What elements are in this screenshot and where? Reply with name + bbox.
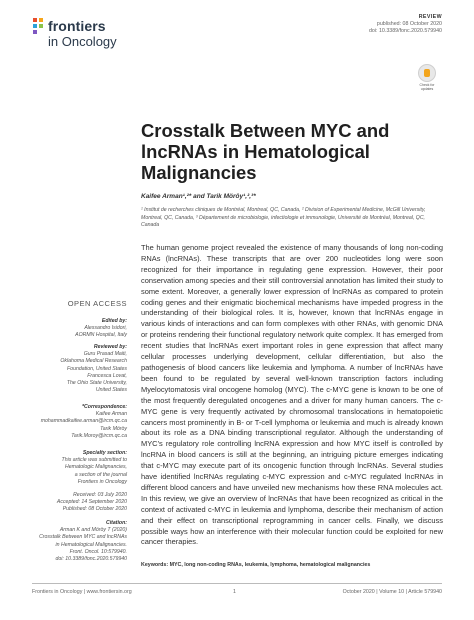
reviewer-line: Oklahoma Medical Research — [60, 358, 127, 365]
editor-line: Alessandro Isidori, — [84, 325, 127, 332]
specialty-label: Specialty section: — [82, 450, 127, 456]
article-meta — [369, 14, 442, 35]
keywords — [141, 562, 443, 568]
citation-line: Front. Oncol. 10:579940. — [69, 548, 127, 555]
specialty-line: a section of the journal — [74, 471, 127, 478]
abstract: The human genome project revealed the existence of many thousands of long non-coding RNAs (lncRNAs). These transcripts that are over 200 nucleotides long were soon recognized for their importance in regulating gene expression. However, their poor conservation among species and their still controversial annotation has limited their study to some extent. Moreover, a generally lower expression of lncRNAs as compared to protein coding genes and their enigmatic biochemical mechanisms have impeded progress in the understanding of their biological roles. It is, however, known that lncRNAs engage in various kinds of interactions and can form complexes with other RNAs, with genomic DNA or proteins rendering their functional regulatory network quite complex. It has emerged from recent studies that lncRNAs exert important roles in gene expression that affect many cellular processes underlying development, cellular differentiation, but also the pathogenesis of blood cancers like leukemia and lymphoma. A number of lncRNAs have been found to be regulated by several well-known transcription factors including Myelocytomatosis viral oncogene homolog (MYC). The c-MYC gene is known to be one of the most frequently deregulated oncogenes and a driver for many human cancers. The c-MYC gene is very frequently activated by chromosomal translocations in hematopoietic cancers most prominently in B- or T-cell lymphoma or leukemia and much is already known about its role as a DNA binding transcriptional regulator. Although the understanding of MYC’s regulatory role controlling lncRNA expression and how MYC itself is controlled by lncRNA in blood cancers is still at the beginning, an intriguing picture emerges indicating that c-MYC may execute part of its oncogenic function through lncRNAs. Several studies have identified lncRNAs regulating c-MYC expression and c-MYC regulated lncRNAs in different blood cancers and have unveiled new mechanisms how these RNA molecules act. In this review, we give an overview of lncRNAs that have been recognized as critical in the context of activated c-MYC in leukemia and lymphoma, describe their mechanism of action and their effect on transcriptional reprogramming in cancer cells. Finally, we discuss possible ways how an interference with their molecular function could be exploited for new cancer therapies. — [141, 243, 443, 547]
article-type: REVIEW — [418, 14, 442, 20]
specialty-line: This article was submitted to — [61, 457, 127, 464]
specialty-line: Hematologic Malignancies, — [65, 464, 127, 471]
specialty-section — [10, 450, 127, 486]
footer-issue: October 2020 | Volume 10 | Article 579940 — [342, 589, 442, 595]
correspondence-email[interactable]: Tarik.Moroy@ircm.qc.ca — [71, 432, 127, 439]
citation-line: Arman K and Möröy T (2020) — [59, 527, 127, 534]
correspondence-name: Tarik Möröy — [100, 425, 127, 432]
check-for-updates-badge[interactable] — [418, 64, 436, 91]
edited-by-label: Edited by: — [101, 318, 127, 324]
footer-journal[interactable]: Frontiers in Oncology | www.frontiersin.org — [32, 589, 132, 595]
authors: Kaifee Arman¹,²* and Tarik Möröy¹,²,³* — [141, 193, 256, 200]
journal-logo — [32, 14, 152, 54]
citation-line: Crosstalk Between MYC and lncRNAs — [39, 534, 127, 541]
accepted-date: Accepted: 14 September 2020 — [56, 499, 127, 506]
edited-by — [10, 318, 127, 340]
logo-line-1: frontiers — [48, 18, 106, 34]
frontiers-logo-icon — [32, 16, 46, 50]
keywords-list: MYC, long non-coding RNAs, leukemia, lymphoma, hematological malignancies — [169, 562, 371, 568]
citation-line: in Hematological Malignancies. — [55, 541, 127, 548]
keywords-label: Keywords: — [141, 562, 169, 568]
correspondence — [10, 404, 127, 440]
reviewer-line: United States — [95, 387, 127, 394]
correspondence-email[interactable]: mohammadkaifee.arman@ircm.qc.ca — [40, 418, 127, 425]
footer-divider — [32, 583, 442, 584]
reviewer-line: The Ohio State University, — [66, 380, 127, 387]
specialty-line: Frontiers in Oncology — [77, 478, 127, 485]
citation — [10, 520, 127, 563]
doi[interactable]: doi: 10.3389/fonc.2020.579940 — [368, 28, 442, 34]
updates-icon — [418, 64, 436, 82]
correspondence-label: *Correspondence: — [82, 404, 127, 410]
page-number: 1 — [233, 589, 236, 595]
editor-line: AORMN Hospital, Italy — [75, 332, 127, 339]
reviewed-by — [10, 344, 127, 394]
reviewed-by-label: Reviewed by: — [93, 344, 127, 350]
reviewer-line: Guru Prasad Maiti, — [83, 351, 127, 358]
dates — [10, 492, 127, 514]
reviewer-line: Foundation, United States — [67, 365, 127, 372]
published-date-side: Published: 08 October 2020 — [62, 506, 127, 513]
article-title: Crosstalk Between MYC and lncRNAs in Hematological Malignancies — [141, 120, 390, 183]
reviewer-line: Francesca Lovat, — [87, 372, 127, 379]
updates-label: Check for updates — [419, 83, 435, 91]
citation-line[interactable]: doi: 10.3389/fonc.2020.579940 — [55, 556, 127, 563]
correspondence-name: Kaifee Arman — [95, 411, 127, 418]
published-date: published: 08 October 2020 — [376, 21, 442, 27]
open-access-label: OPEN ACCESS — [67, 299, 127, 308]
affiliations: ¹ Institut de recherches cliniques de Montréal, Montreal, QC, Canada, ² Division of Experimental Medicine, McGill University, Montreal, QC, Canada, ³ Département de microbiologie, infectiologie et immunologie, Université de Montréal, Montreal, QC, Canada — [141, 207, 426, 229]
logo-line-2: in Oncology — [48, 34, 117, 49]
citation-label: Citation: — [105, 520, 127, 526]
received-date: Received: 03 July 2020 — [73, 492, 127, 498]
